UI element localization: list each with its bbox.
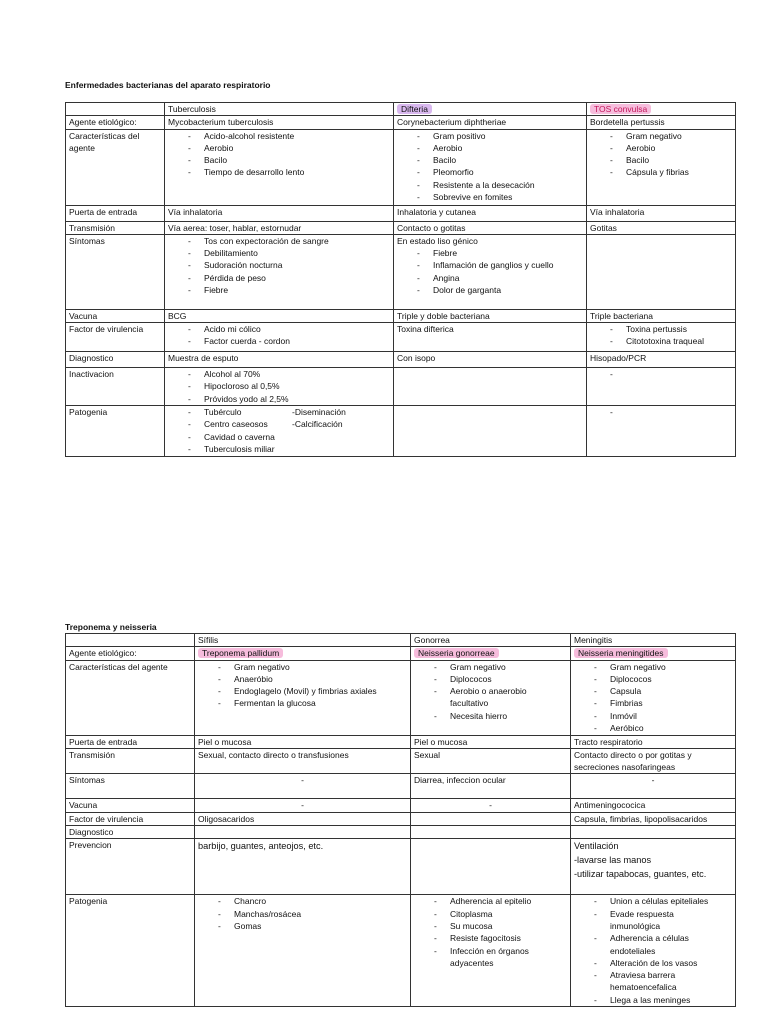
table-row (66, 812, 736, 825)
list-item: - Manchas/rosácea (198, 908, 407, 920)
header-tuberculosis: Tuberculosis (165, 103, 394, 116)
list-item: - Fermentan la glucosa (198, 697, 407, 709)
cell: - (571, 774, 736, 799)
cell: Toxina difterica (394, 323, 587, 352)
cell (587, 234, 736, 309)
cell: Gotitas (587, 221, 736, 234)
cell (165, 406, 394, 457)
list-item: - Aerobio (590, 142, 732, 154)
table2-title: Treponema y neisseria (65, 622, 157, 632)
cell: Diarrea, infeccion ocular (411, 774, 571, 799)
difteria-label: Difteria (397, 104, 432, 114)
row-label: Prevencion (66, 839, 195, 895)
prevention-line: -lavarse las manos (574, 855, 652, 866)
row-label: Síntomas (66, 774, 195, 799)
table-row (66, 129, 736, 205)
header-gonorrea: Gonorrea (411, 634, 571, 647)
cell (587, 323, 736, 352)
list-item: - Bacilo (168, 154, 390, 166)
cell (587, 129, 736, 205)
list-item: - Anaeróbio (198, 673, 407, 685)
list-item: - Angina (397, 272, 583, 284)
list-item: - Evade respuesta inmunológica (574, 908, 702, 933)
row-label: Patogenia (66, 406, 165, 457)
list-item: - Gram negativo (590, 130, 732, 142)
list-item: - Fiebre (397, 247, 583, 259)
list-item: - Fimbrias (574, 697, 732, 709)
table-row (66, 634, 736, 647)
list-item: - Llega a las meninges (574, 994, 732, 1006)
list-item: - Gram negativo (574, 661, 732, 673)
cell: Vía aerea: toser, hablar, estornudar (165, 221, 394, 234)
list-item: - Dolor de garganta (397, 284, 583, 296)
row-label: Factor de virulencia (66, 323, 165, 352)
table-row (66, 839, 736, 895)
cell (394, 129, 587, 205)
pair-left: Centro caseosos (204, 419, 268, 430)
list-item: - Aeróbico (574, 722, 732, 734)
cell (195, 660, 411, 735)
prevention-line: -utilizar tapabocas, guantes, etc. (574, 869, 707, 880)
row-label: Transmisión (66, 221, 165, 234)
list-item: - Diplococos (414, 673, 567, 685)
cell: - (411, 799, 571, 812)
list-item: - Diplococos (574, 673, 732, 685)
list-item: - Chancro (198, 895, 407, 907)
cell: Vía inhalatoria (165, 205, 394, 221)
cell: Mycobacterium tuberculosis (165, 116, 394, 129)
cell (195, 647, 411, 660)
list-item: - Endoglagelo (Movil) y fimbrias axiales (198, 685, 407, 697)
cell (571, 839, 736, 895)
row-label: Características del agente (66, 129, 165, 205)
cell (195, 895, 411, 1007)
table-row (66, 660, 736, 735)
table-row (66, 735, 736, 748)
row-label: Puerta de entrada (66, 205, 165, 221)
row-label: Puerta de entrada (66, 735, 195, 748)
row-label: Agente etiológico: (66, 116, 165, 129)
list-item: - Pleomorfio (397, 166, 583, 178)
list-item: - Acido mi cólico (168, 323, 390, 335)
header-meningitis: Meningitis (571, 634, 736, 647)
cell: Antimeningococica (571, 799, 736, 812)
cell: Triple y doble bacteriana (394, 309, 587, 322)
cell (165, 368, 394, 406)
table-row (66, 799, 736, 812)
cell (165, 234, 394, 309)
row-label: Diagnostico (66, 352, 165, 368)
highlighted-text: Neisseria gonorreae (414, 648, 499, 658)
pair-right: -Diseminación (292, 407, 346, 418)
highlighted-text: Treponema pallidum (198, 648, 283, 658)
highlighted-text: Neisseria meningitides (574, 648, 668, 658)
cell: Vía inhalatoria (587, 205, 736, 221)
list-item: - Gram negativo (198, 661, 407, 673)
list-item: - Tiempo de desarrollo lento (168, 166, 390, 178)
row-label: Factor de virulencia (66, 812, 195, 825)
row-label: Inactivacion (66, 368, 165, 406)
list-item (168, 418, 390, 430)
list-item: - Próvidos yodo al 2,5% (168, 393, 390, 405)
prevention-line: Ventilación (574, 841, 619, 852)
table-row (66, 826, 736, 839)
list-item: - Inmóvil (574, 710, 732, 722)
cell: Capsula, fimbrias, lipopolisacaridos (571, 812, 736, 825)
list-item: - Sobrevive en fomites (397, 191, 583, 203)
cell (587, 406, 736, 457)
pair-left: Tubérculo (204, 407, 242, 418)
header-sifilis: Sífilis (195, 634, 411, 647)
list-item: - Aerobio (397, 142, 583, 154)
list-item: - Adherencia al epitelio (414, 895, 567, 907)
header-cell-empty (66, 103, 165, 116)
cell (411, 812, 571, 825)
cell: Bordetella pertussis (587, 116, 736, 129)
row-label: Diagnostico (66, 826, 195, 839)
cell: Corynebacterium diphtheriae (394, 116, 587, 129)
table-row (66, 774, 736, 799)
cell (394, 406, 587, 457)
cell: Contacto o gotitas (394, 221, 587, 234)
cell: Piel o mucosa (195, 735, 411, 748)
table-row (66, 406, 736, 457)
list-item: - Gram positivo (397, 130, 583, 142)
list-item: - Gram negativo (414, 661, 567, 673)
cell (587, 368, 736, 406)
cell: Triple bacteriana (587, 309, 736, 322)
list-item: - Cápsula y fibrias (590, 166, 732, 178)
pair-right: -Calcificación (292, 419, 343, 430)
header-cell-empty (66, 634, 195, 647)
cell: Hisopado/PCR (587, 352, 736, 368)
list-item: - Bacilo (590, 154, 732, 166)
table-row (66, 116, 736, 129)
list-item: - Cavidad o caverna (168, 431, 390, 443)
list-item: - Debilitamiento (168, 247, 390, 259)
cell: Con isopo (394, 352, 587, 368)
table-row (66, 895, 736, 1007)
cell: Muestra de esputo (165, 352, 394, 368)
cell: Oligosacaridos (195, 812, 411, 825)
cell (411, 826, 571, 839)
tos-convulsa-label: TOS convulsa (590, 104, 651, 114)
list-item: - Citototoxina traqueal (590, 335, 732, 347)
list-item: - Necesita hierro (414, 710, 567, 722)
list-item: - Union a células epiteliales (574, 895, 732, 907)
list-item: - Resistente a la desecación (397, 179, 583, 191)
list-item: - Pérdida de peso (168, 272, 390, 284)
list-item: - Su mucosa (414, 920, 567, 932)
list-item: - Tuberculosis miliar (168, 443, 390, 455)
cell (411, 895, 571, 1007)
table-row (66, 748, 736, 774)
list-item: - Fiebre (168, 284, 390, 296)
table1-title: Enfermedades bacterianas del aparato respiratorio (65, 80, 271, 90)
list-item: - Adherencia a células endoteliales (574, 932, 710, 957)
table-row (66, 221, 736, 234)
treponema-neisseria-table (65, 633, 736, 1007)
cell (165, 323, 394, 352)
list-item: - Citoplasma (414, 908, 567, 920)
cell (571, 647, 736, 660)
row-label: Transmisión (66, 748, 195, 774)
table-row (66, 205, 736, 221)
cell (195, 826, 411, 839)
header-difteria (394, 103, 587, 116)
cell: Piel o mucosa (411, 735, 571, 748)
table-row (66, 234, 736, 309)
cell: Inhalatoria y cutanea (394, 205, 587, 221)
list-item: - Hipocloroso al 0,5% (168, 380, 390, 392)
cell (411, 839, 571, 895)
cell: Sexual, contacto directo o transfusiones (195, 748, 411, 774)
cell: BCG (165, 309, 394, 322)
cell (411, 660, 571, 735)
list-item: - Infección en órganos adyacentes (414, 945, 540, 970)
table-row (66, 368, 736, 406)
list-item: - Alteración de los vasos (574, 957, 732, 969)
list-item: - Gomas (198, 920, 407, 932)
cell (394, 234, 587, 309)
cell: Tracto respiratorio (571, 735, 736, 748)
table-row (66, 309, 736, 322)
cell (394, 368, 587, 406)
list-item: - Resiste fagocitosis (414, 932, 567, 944)
list-item: - Tos con expectoración de sangre (168, 235, 390, 247)
cell: barbijo, guantes, anteojos, etc. (195, 839, 411, 895)
symptom-intro: En estado liso génico (397, 235, 478, 246)
cell: - (195, 774, 411, 799)
row-label: Síntomas (66, 234, 165, 309)
respiratory-bacteria-table (65, 102, 736, 457)
row-label: Vacuna (66, 309, 165, 322)
cell: Sexual (411, 748, 571, 774)
list-item: - Atraviesa barrera hematoencefalica (574, 969, 702, 994)
list-item: - Bacilo (397, 154, 583, 166)
list-item: - Capsula (574, 685, 732, 697)
cell: - (195, 799, 411, 812)
list-item: - Toxina pertussis (590, 323, 732, 335)
list-item: - Alcohol al 70% (168, 368, 390, 380)
cell (571, 660, 736, 735)
list-item: - Aerobio o anaerobio facultativo (414, 685, 536, 710)
list-item: - Acido-alcohol resistente (168, 130, 390, 142)
cell (571, 895, 736, 1007)
cell (571, 826, 736, 839)
table-row (66, 323, 736, 352)
cell (411, 647, 571, 660)
row-label: Agente etiológico: (66, 647, 195, 660)
list-item: - Sudoración nocturna (168, 259, 390, 271)
list-item (168, 406, 390, 418)
list-item: - Factor cuerda - cordon (168, 335, 390, 347)
row-label: Vacuna (66, 799, 195, 812)
table-row (66, 103, 736, 116)
list-item: - Aerobio (168, 142, 390, 154)
row-label: Patogenia (66, 895, 195, 1007)
cell (165, 129, 394, 205)
table-row (66, 647, 736, 660)
row-label: Características del agente (66, 660, 195, 735)
header-tos-convulsa (587, 103, 736, 116)
table-row (66, 352, 736, 368)
list-item: - Inflamación de ganglios y cuello (397, 259, 583, 271)
cell: Contacto directo o por gotitas y secreciones nasofaringeas (571, 748, 736, 774)
